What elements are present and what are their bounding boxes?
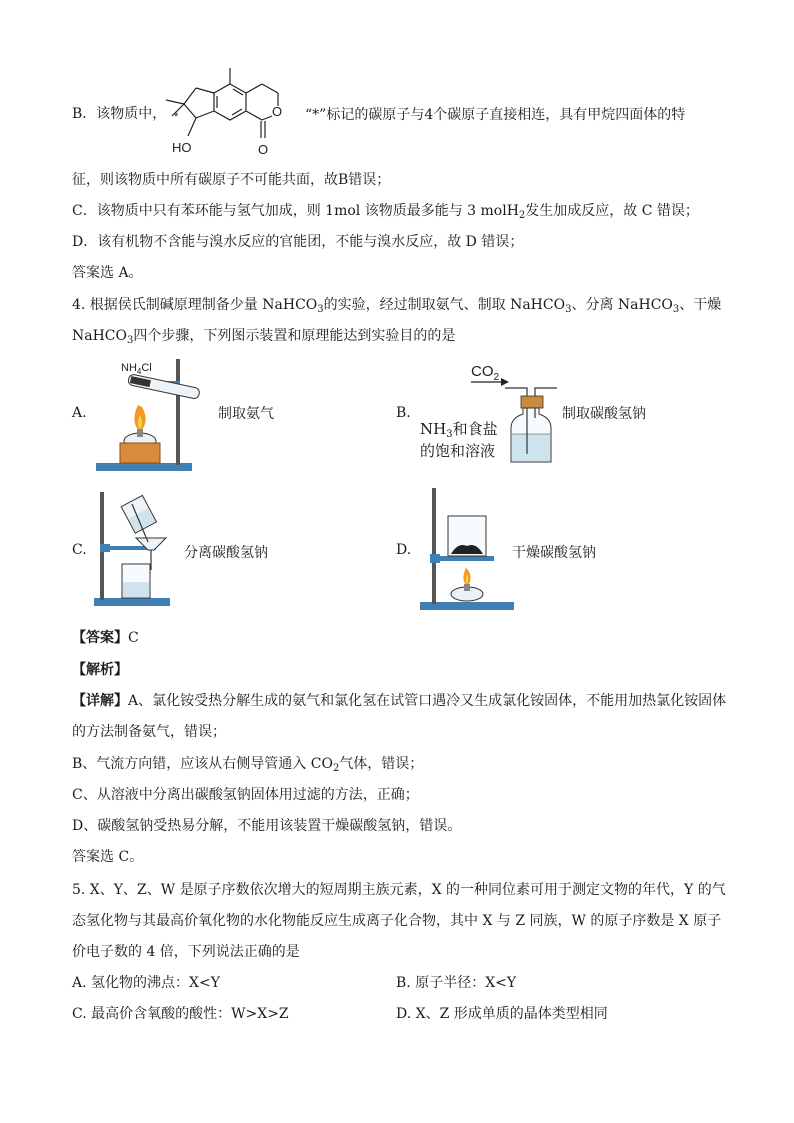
- svg-text:CO2: $CO_2$: [471, 363, 500, 383]
- fig-b-solution-label: $NH_3$和食盐 的饱和溶液: [420, 420, 498, 460]
- q4-stem-line2: NaHCO$_3$四个步骤，下列图示装置和原理能达到实验目的的是: [72, 328, 456, 346]
- answer-q4b: 答案选 C。: [72, 849, 144, 865]
- fig-c-caption: 分离碳酸氢钠: [184, 545, 268, 561]
- q5-option-d: D. X、Z 形成单质的晶体类型相同: [396, 1006, 608, 1022]
- fig-a-letter: A.: [72, 405, 87, 421]
- fig-d-letter: D.: [396, 542, 412, 558]
- answer-q4: 【答案】C: [72, 630, 139, 646]
- part-b-prefix: B．该物质中，: [72, 106, 167, 122]
- q4-stem-line1: 4. 根据侯氏制碱原理制备少量 NaHCO$_3$的实验，经过制取氨气、制取 NaHCO$_3$、分离 NaHCO$_3$、干燥: [72, 297, 722, 315]
- part-c-text: C．该物质中只有苯环能与氢气加成，则 1mol 该物质最多能与 3 molH$_2$发生加成反应，故 C 错误；: [72, 203, 699, 221]
- star-label: *: [174, 111, 179, 123]
- part-b-text1: “*”标记的碳原子与4个碳原子直接相连，具有甲烷四面体的特: [305, 107, 686, 123]
- q5-stem-line3: 价电子数的 4 倍，下列说法正确的是: [72, 944, 300, 960]
- ho-label: HO: [172, 140, 192, 155]
- fig-d-caption: 干燥碳酸氢钠: [512, 545, 596, 561]
- answer-q3: 答案选 A。: [72, 265, 143, 281]
- fig-d-apparatus: [418, 484, 518, 614]
- fig-c-apparatus: [92, 488, 184, 608]
- q5-option-b: B. 原子半径：X<Y: [396, 975, 517, 991]
- q5-option-a: A. 氢化物的沸点：X<Y: [72, 975, 220, 991]
- q5-option-c: C. 最高价含氧酸的酸性：W>X>Z: [72, 1006, 289, 1022]
- detail-c: C、从溶液中分离出碳酸氢钠固体用过滤的方法，正确；: [72, 787, 419, 803]
- part-d-text: D．该有机物不含能与溴水反应的官能团，不能与溴水反应，故 D 错误；: [72, 234, 524, 250]
- fig-b-caption: 制取碳酸氢钠: [562, 406, 646, 422]
- fig-c-letter: C.: [72, 542, 87, 558]
- q5-stem-line1: 5. X、Y、Z、W 是原子序数依次增大的短周期主族元素，X 的一种同位素可用于测定文物的年代，Y 的气: [72, 882, 726, 898]
- detail-d: D、碳酸氢钠受热易分解，不能用该装置干燥碳酸氢钠，错误。: [72, 818, 462, 834]
- svg-text:NH4Cl: $NH_4Cl$: [121, 362, 152, 376]
- fig-a-apparatus: [94, 355, 206, 473]
- fig-b-letter: B.: [396, 405, 411, 421]
- detail-b: B、气流方向错，应该从右侧导管通入 $CO_2$气体，错误；: [72, 756, 424, 774]
- o-carbonyl-label: O: [258, 142, 269, 157]
- molecule-structure: [158, 64, 300, 160]
- detail-a2: 的方法制备氨气，错误；: [72, 724, 226, 740]
- o-ring-label: O: [272, 104, 283, 119]
- part-b-text2: 征，则该物质中所有碳原子不可能共面，故B错误；: [72, 172, 391, 188]
- q5-stem-line2: 态氢化物与其最高价氧化物的水化物能反应生成离子化合物，其中 X 与 Z 同族，W 的原子序数是 X 原子: [72, 913, 722, 929]
- fig-a-caption: 制取氨气: [218, 406, 274, 422]
- analysis-tag: 【解析】: [72, 662, 128, 678]
- detail-a1: 【详解】A、氯化铵受热分解生成的氨气和氯化氢在试管口遇冷又生成氯化铵固体，不能用加热氯化铵固体: [72, 693, 727, 709]
